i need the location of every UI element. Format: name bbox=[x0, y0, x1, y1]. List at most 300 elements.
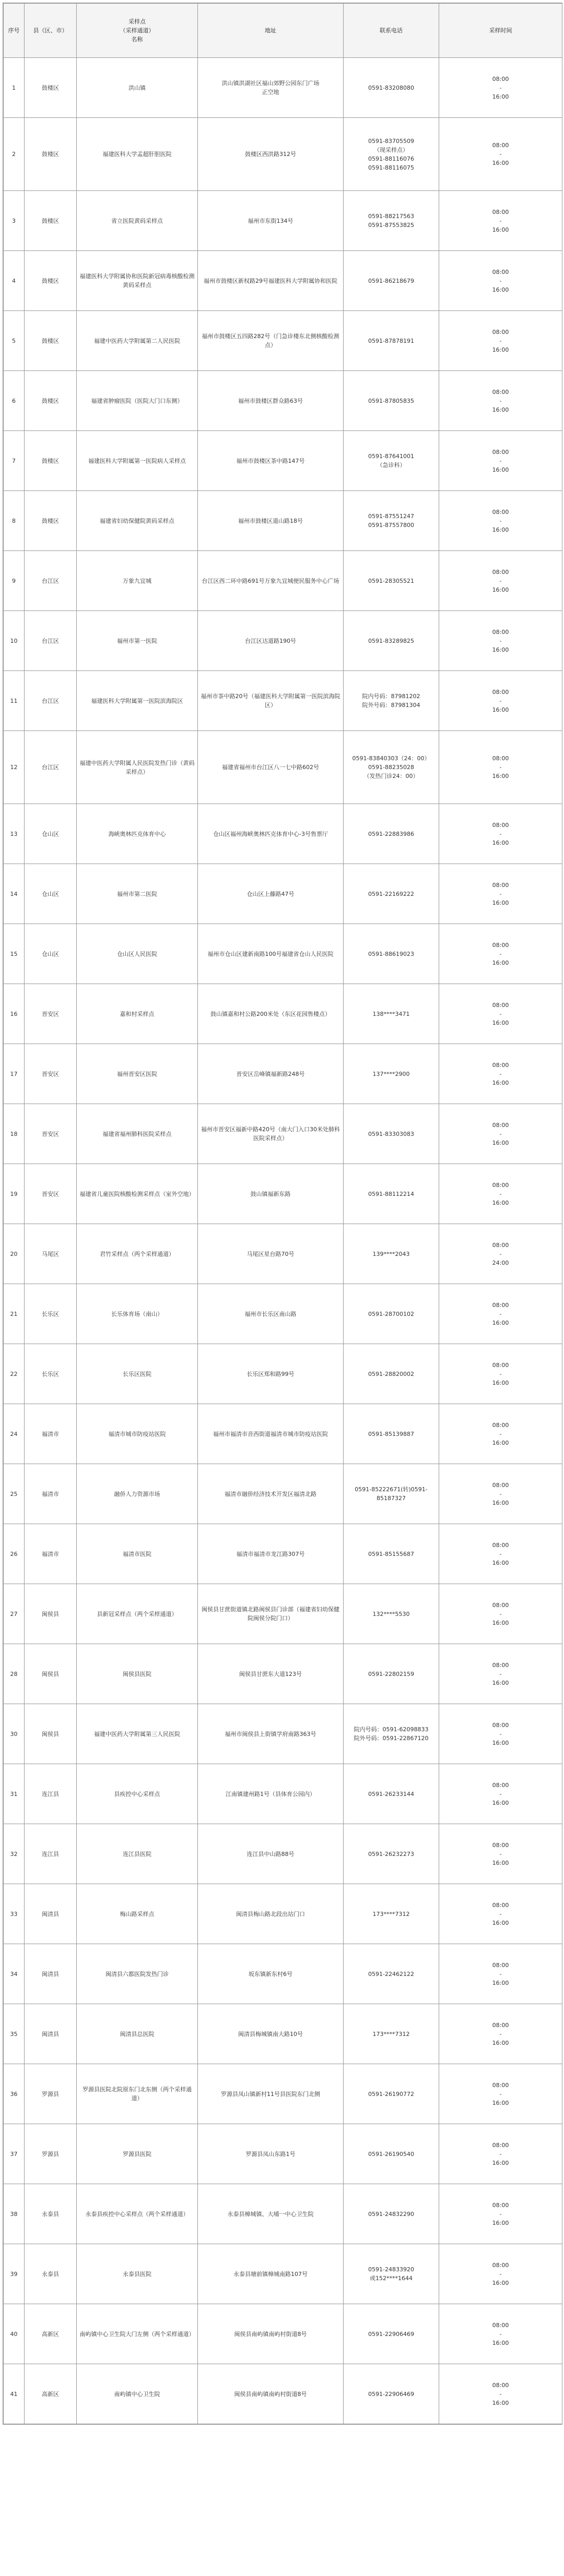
cell-phone bbox=[344, 1404, 439, 1464]
cell-district: 永泰县 bbox=[25, 2184, 77, 2244]
cell-hours-line: - bbox=[499, 1190, 502, 1197]
cell-hours bbox=[439, 2064, 562, 2124]
cell-district: 闽侯县 bbox=[25, 1704, 77, 1764]
cell-hours-line: 08:00 bbox=[492, 2201, 509, 2209]
cell-district: 仓山区 bbox=[25, 804, 77, 864]
cell-district: 仓山区 bbox=[25, 864, 77, 924]
cell-hours-line: 16:00 bbox=[492, 1799, 509, 1806]
cell-phone-line: 0591-24832290 bbox=[368, 2210, 414, 2218]
cell-site-line: 闽侯县医院 bbox=[123, 1670, 151, 1678]
cell-site bbox=[77, 1404, 198, 1464]
cell-hours bbox=[439, 1284, 562, 1344]
cell-hours bbox=[439, 1164, 562, 1224]
cell-no: 15 bbox=[4, 924, 25, 984]
cell-hours-line: 24:00 bbox=[492, 1259, 509, 1266]
cell-district: 罗源县 bbox=[25, 2064, 77, 2124]
cell-phone bbox=[344, 1164, 439, 1224]
cell-address bbox=[198, 2004, 344, 2064]
cell-hours-line: - bbox=[499, 2390, 502, 2398]
cell-phone bbox=[344, 191, 439, 251]
cell-site-line: 长乐区医院 bbox=[123, 1370, 151, 1377]
cell-site bbox=[77, 804, 198, 864]
cell-site bbox=[77, 1464, 198, 1524]
cell-hours-line: 08:00 bbox=[492, 568, 509, 576]
cell-address-line: 坂东镇新东村6号 bbox=[249, 1970, 292, 1978]
cell-no: 10 bbox=[4, 611, 25, 671]
cell-no: 39 bbox=[4, 2244, 25, 2304]
cell-phone bbox=[344, 1644, 439, 1704]
cell-phone bbox=[344, 1284, 439, 1344]
cell-hours bbox=[439, 551, 562, 611]
cell-address bbox=[198, 2184, 344, 2244]
cell-phone-line: 173****7312 bbox=[372, 1910, 410, 1918]
cell-hours bbox=[439, 118, 562, 191]
cell-address bbox=[198, 1824, 344, 1884]
cell-address bbox=[198, 731, 344, 804]
cell-hours-line: 08:00 bbox=[492, 1181, 509, 1189]
cell-hours-line: 16:00 bbox=[492, 899, 509, 906]
cell-site bbox=[77, 58, 198, 118]
cell-hours-line: 08:00 bbox=[492, 268, 509, 275]
cell-no: 14 bbox=[4, 864, 25, 924]
cell-district: 台江区 bbox=[25, 611, 77, 671]
cell-site bbox=[77, 671, 198, 731]
cell-phone-line: 0591-85222671(转)0591-85187327 bbox=[355, 1486, 428, 1502]
cell-address bbox=[198, 2304, 344, 2364]
cell-phone-line: 0591-22906469 bbox=[368, 2330, 414, 2338]
cell-phone-line: 0591-88217563 bbox=[368, 213, 414, 220]
cell-site bbox=[77, 1164, 198, 1224]
cell-hours-line: 08:00 bbox=[492, 1481, 509, 1489]
cell-site-line: 福建省肿瘤医院（医院大门口东侧） bbox=[91, 397, 183, 404]
cell-phone-line: 0591-22883986 bbox=[368, 830, 414, 837]
table-row bbox=[4, 1224, 562, 1284]
cell-site bbox=[77, 251, 198, 311]
cell-hours-line: 16:00 bbox=[492, 286, 509, 293]
cell-address bbox=[198, 1704, 344, 1764]
cell-hours-line: - bbox=[499, 84, 502, 91]
cell-hours bbox=[439, 671, 562, 731]
cell-site bbox=[77, 1104, 198, 1164]
cell-hours-line: 16:00 bbox=[492, 160, 509, 166]
header-site-line: 采样点 bbox=[128, 18, 146, 25]
cell-phone bbox=[344, 1584, 439, 1644]
cell-site-line: 省立医院黄码采样点 bbox=[111, 217, 163, 224]
cell-address bbox=[198, 1884, 344, 1944]
cell-address-line: 闽清县梅山路北段出站门口 bbox=[236, 1910, 305, 1918]
cell-phone bbox=[344, 58, 439, 118]
cell-phone bbox=[344, 1524, 439, 1584]
cell-site-line: 罗源县医院北院原东门北东侧（两个采样通道） bbox=[83, 2086, 192, 2102]
cell-address bbox=[198, 864, 344, 924]
cell-site-line: 闽清县六都医院发热门诊 bbox=[105, 1970, 169, 1978]
cell-no: 28 bbox=[4, 1644, 25, 1704]
cell-district: 晋安区 bbox=[25, 1164, 77, 1224]
cell-hours-line: - bbox=[499, 397, 502, 404]
cell-phone-line: （现采样点） bbox=[374, 146, 408, 153]
cell-no: 9 bbox=[4, 551, 25, 611]
cell-address-line: 福州市鼓楼区群众路63号 bbox=[238, 397, 303, 404]
cell-district: 晋安区 bbox=[25, 1044, 77, 1104]
cell-address-line: 福州市鼓楼区新权路29号福建医科大学附属协和医院 bbox=[204, 277, 337, 284]
cell-district: 马尾区 bbox=[25, 1224, 77, 1284]
table-row bbox=[4, 671, 562, 731]
cell-hours bbox=[439, 1044, 562, 1104]
cell-no: 32 bbox=[4, 1824, 25, 1884]
cell-hours-line: - bbox=[499, 1850, 502, 1858]
cell-hours bbox=[439, 1584, 562, 1644]
cell-district: 晋安区 bbox=[25, 1104, 77, 1164]
cell-hours-line: 16:00 bbox=[492, 406, 509, 413]
cell-hours-line: - bbox=[499, 1730, 502, 1738]
cell-site bbox=[77, 2124, 198, 2184]
cell-site bbox=[77, 1884, 198, 1944]
cell-hours-line: - bbox=[499, 1010, 502, 1017]
cell-no: 40 bbox=[4, 2304, 25, 2364]
cell-district: 福清市 bbox=[25, 1524, 77, 1584]
cell-phone bbox=[344, 371, 439, 431]
cell-district: 闽侯县 bbox=[25, 1584, 77, 1644]
cell-no: 3 bbox=[4, 191, 25, 251]
cell-site-line: 福州晋安区医院 bbox=[117, 1070, 157, 1077]
table-row bbox=[4, 491, 562, 551]
cell-site-line: 嘉和村采样点 bbox=[120, 1010, 155, 1017]
cell-phone-line: 0591-22906469 bbox=[368, 2390, 414, 2398]
cell-hours-line: 16:00 bbox=[492, 1559, 509, 1566]
table-row bbox=[4, 551, 562, 611]
table-row bbox=[4, 1044, 562, 1104]
cell-hours bbox=[439, 864, 562, 924]
cell-hours-line: 08:00 bbox=[492, 1841, 509, 1849]
cell-phone bbox=[344, 551, 439, 611]
cell-no: 19 bbox=[4, 1164, 25, 1224]
cell-site-line: 福建中医药大学附属第二人民医院 bbox=[94, 337, 180, 344]
cell-hours-line: 16:00 bbox=[492, 2039, 509, 2046]
cell-no: 20 bbox=[4, 1224, 25, 1284]
header-site-line: 名称 bbox=[131, 36, 143, 43]
cell-hours-line: 16:00 bbox=[492, 586, 509, 593]
cell-phone-line: 0591-83303083 bbox=[368, 1130, 414, 1137]
cell-no: 25 bbox=[4, 1464, 25, 1524]
cell-phone-line: 院内号码：0591-62098833 bbox=[354, 1726, 429, 1733]
cell-phone-line: 0591-87805835 bbox=[368, 397, 414, 404]
cell-hours bbox=[439, 2244, 562, 2304]
cell-hours bbox=[439, 2304, 562, 2364]
cell-phone bbox=[344, 731, 439, 804]
cell-phone-line: 0591-26190772 bbox=[368, 2090, 414, 2098]
cell-address-line: 福州市鼓楼区茶中路147号 bbox=[236, 457, 305, 464]
cell-address bbox=[198, 1584, 344, 1644]
cell-district: 鼓楼区 bbox=[25, 191, 77, 251]
cell-hours bbox=[439, 2004, 562, 2064]
cell-address-line: 鼓山镇福新东路 bbox=[250, 1190, 291, 1197]
table-header bbox=[4, 4, 562, 58]
cell-hours-line: - bbox=[499, 277, 502, 284]
cell-hours-line: 08:00 bbox=[492, 688, 509, 696]
cell-no: 41 bbox=[4, 2364, 25, 2424]
table-row bbox=[4, 1824, 562, 1884]
cell-site-line: 福建医科大学附属第一医院病人采样点 bbox=[88, 457, 186, 464]
cell-no: 8 bbox=[4, 491, 25, 551]
cell-no: 22 bbox=[4, 1344, 25, 1404]
cell-phone bbox=[344, 1704, 439, 1764]
cell-hours-line: - bbox=[499, 2090, 502, 2098]
cell-hours-line: 16:00 bbox=[492, 466, 509, 473]
cell-hours bbox=[439, 491, 562, 551]
cell-hours-line: - bbox=[499, 1070, 502, 1077]
cell-phone-line: 0591-88116075 bbox=[368, 164, 414, 171]
cell-hours-line: 16:00 bbox=[492, 346, 509, 353]
cell-hours bbox=[439, 984, 562, 1044]
cell-site bbox=[77, 311, 198, 371]
cell-site bbox=[77, 118, 198, 191]
cell-phone-line: 0591-87878191 bbox=[368, 337, 414, 344]
cell-district: 晋安区 bbox=[25, 984, 77, 1044]
cell-no: 4 bbox=[4, 251, 25, 311]
cell-hours bbox=[439, 1944, 562, 2004]
cell-phone-line: 0591-26232273 bbox=[368, 1850, 414, 1858]
table-row bbox=[4, 2244, 562, 2304]
cell-hours-line: 16:00 bbox=[492, 706, 509, 713]
cell-hours-line: - bbox=[499, 1610, 502, 1618]
cell-district: 鼓楼区 bbox=[25, 491, 77, 551]
sampling-sites-table-sheet bbox=[3, 3, 562, 2425]
cell-site bbox=[77, 1524, 198, 1584]
cell-address bbox=[198, 251, 344, 311]
cell-site bbox=[77, 1944, 198, 2004]
cell-site-line: 福州市第一医院 bbox=[117, 637, 157, 644]
table-row bbox=[4, 984, 562, 1044]
cell-hours-line: 08:00 bbox=[492, 75, 509, 82]
cell-no: 30 bbox=[4, 1704, 25, 1764]
cell-address-line: 闽侯县南屿镇南屿村街道8号 bbox=[234, 2390, 307, 2398]
cell-phone-line: 院外号码：87981304 bbox=[362, 702, 420, 709]
cell-no: 18 bbox=[4, 1104, 25, 1164]
cell-hours-line: 08:00 bbox=[492, 2141, 509, 2149]
cell-hours-line: - bbox=[499, 1430, 502, 1437]
table-row bbox=[4, 1524, 562, 1584]
cell-hours-line: 16:00 bbox=[492, 2219, 509, 2226]
cell-phone bbox=[344, 2124, 439, 2184]
cell-no: 16 bbox=[4, 984, 25, 1044]
cell-address bbox=[198, 2364, 344, 2424]
cell-site-line: 福建省福州肺科医院采样点 bbox=[102, 1130, 172, 1137]
cell-phone bbox=[344, 1344, 439, 1404]
cell-site-line: 县新冠采样点（两个采样通道） bbox=[97, 1610, 178, 1618]
cell-address bbox=[198, 491, 344, 551]
header-hours: 采样时间 bbox=[439, 4, 562, 58]
cell-district: 高新区 bbox=[25, 2364, 77, 2424]
cell-hours-line: - bbox=[499, 1970, 502, 1978]
cell-phone bbox=[344, 1044, 439, 1104]
cell-phone-line: 院内号码：87981202 bbox=[362, 693, 420, 700]
cell-phone bbox=[344, 311, 439, 371]
cell-phone-line: 0591-83840303（24：00）0591-88235028 bbox=[352, 755, 430, 771]
cell-district: 长乐区 bbox=[25, 1284, 77, 1344]
cell-site bbox=[77, 551, 198, 611]
table-row bbox=[4, 864, 562, 924]
cell-phone-line: 173****7312 bbox=[372, 2030, 410, 2038]
table-row bbox=[4, 1644, 562, 1704]
cell-no: 2 bbox=[4, 118, 25, 191]
cell-hours-line: - bbox=[499, 830, 502, 837]
cell-site bbox=[77, 1644, 198, 1704]
cell-address bbox=[198, 1764, 344, 1824]
header-site-line: （采样通道） bbox=[120, 27, 155, 34]
table-row bbox=[4, 731, 562, 804]
table-row bbox=[4, 1464, 562, 1524]
cell-phone bbox=[344, 611, 439, 671]
cell-site bbox=[77, 1704, 198, 1764]
cell-hours bbox=[439, 58, 562, 118]
cell-hours-line: 08:00 bbox=[492, 2261, 509, 2269]
cell-phone-line: 0591-22802159 bbox=[368, 1670, 414, 1678]
table-row bbox=[4, 1764, 562, 1824]
cell-hours-line: 16:00 bbox=[492, 2399, 509, 2406]
cell-hours-line: - bbox=[499, 2150, 502, 2158]
table-row bbox=[4, 431, 562, 491]
cell-phone-line: 0591-26190540 bbox=[368, 2150, 414, 2158]
cell-hours bbox=[439, 1464, 562, 1524]
cell-address bbox=[198, 1404, 344, 1464]
cell-no: 35 bbox=[4, 2004, 25, 2064]
cell-address bbox=[198, 2244, 344, 2304]
cell-address-line: 连江县中山路88号 bbox=[246, 1850, 295, 1858]
cell-hours-line: 16:00 bbox=[492, 2099, 509, 2106]
cell-site bbox=[77, 984, 198, 1044]
cell-district: 永泰县 bbox=[25, 2244, 77, 2304]
cell-district: 鼓楼区 bbox=[25, 371, 77, 431]
cell-address-line: 永泰县塘前镇樟城南路107号 bbox=[233, 2270, 308, 2278]
cell-phone-line: 0591-85139887 bbox=[368, 1430, 414, 1437]
cell-address-line: 福州市福清市音西街道福清市城市防疫站医院 bbox=[213, 1430, 328, 1437]
cell-phone bbox=[344, 1764, 439, 1824]
cell-hours bbox=[439, 1644, 562, 1704]
header-phone: 联系电话 bbox=[344, 4, 439, 58]
cell-phone-line: 0591-88116076 bbox=[368, 155, 414, 162]
table-row bbox=[4, 1404, 562, 1464]
table-row bbox=[4, 2184, 562, 2244]
cell-hours bbox=[439, 924, 562, 984]
cell-site bbox=[77, 2184, 198, 2244]
cell-hours-line: 08:00 bbox=[492, 2321, 509, 2329]
cell-phone-line: （急诊科） bbox=[377, 462, 406, 469]
cell-phone-line: 0591-85155687 bbox=[368, 1550, 414, 1557]
table-row bbox=[4, 1704, 562, 1764]
cell-address-line: 福州市鼓楼区道山路18号 bbox=[238, 517, 303, 524]
cell-hours-line: - bbox=[499, 2210, 502, 2218]
cell-hours-line: - bbox=[499, 1790, 502, 1798]
cell-no: 5 bbox=[4, 311, 25, 371]
cell-no: 7 bbox=[4, 431, 25, 491]
cell-hours-line: 08:00 bbox=[492, 2381, 509, 2389]
cell-hours bbox=[439, 1824, 562, 1884]
cell-district: 连江县 bbox=[25, 1824, 77, 1884]
cell-address bbox=[198, 984, 344, 1044]
table-row bbox=[4, 118, 562, 191]
cell-hours-line: 08:00 bbox=[492, 1721, 509, 1729]
cell-phone bbox=[344, 2304, 439, 2364]
cell-site bbox=[77, 491, 198, 551]
cell-phone-line: 0591-87641001 bbox=[368, 453, 414, 460]
cell-address-line: 闽侯县甘蔗东大道123号 bbox=[239, 1670, 302, 1678]
cell-hours bbox=[439, 251, 562, 311]
cell-phone-line: 院外号码：0591-22867120 bbox=[354, 1735, 429, 1742]
cell-address bbox=[198, 1344, 344, 1404]
cell-no: 27 bbox=[4, 1584, 25, 1644]
cell-site-line: 福建中医药大学附属第三人民医院 bbox=[94, 1730, 180, 1738]
cell-address-line: 福州市仓山区建新南路100号福建省仓山人民医院 bbox=[207, 950, 334, 957]
cell-address bbox=[198, 611, 344, 671]
cell-address-line: 福州市长乐区南山路 bbox=[244, 1310, 297, 1317]
cell-site-line: 永泰县医院 bbox=[123, 2270, 151, 2278]
cell-address-line: 福建省福州市台江区八一七中路602号 bbox=[222, 764, 319, 771]
cell-phone-line: 0591-86218679 bbox=[368, 277, 414, 284]
cell-hours-line: 08:00 bbox=[492, 821, 509, 829]
cell-no: 13 bbox=[4, 804, 25, 864]
table-row bbox=[4, 1164, 562, 1224]
cell-hours-line: 16:00 bbox=[492, 1979, 509, 1986]
cell-site-line: 福清市城市防疫站医院 bbox=[108, 1430, 166, 1437]
cell-hours-line: - bbox=[499, 337, 502, 344]
cell-hours-line: 16:00 bbox=[492, 1139, 509, 1146]
cell-no: 11 bbox=[4, 671, 25, 731]
cell-hours bbox=[439, 1344, 562, 1404]
cell-address bbox=[198, 431, 344, 491]
cell-hours-line: 16:00 bbox=[492, 1199, 509, 1206]
cell-address-line: 福州市晋安区福新中路420号（南大门入口30米处肺科医院采样点） bbox=[201, 1126, 340, 1142]
cell-address-line: 鼓山镇嘉和村公路200米处（东区花园售楼点） bbox=[210, 1010, 331, 1017]
cell-hours-line: 08:00 bbox=[492, 1901, 509, 1909]
cell-hours bbox=[439, 311, 562, 371]
cell-site-line: 罗源县医院 bbox=[123, 2150, 151, 2158]
cell-phone bbox=[344, 118, 439, 191]
table-row bbox=[4, 2124, 562, 2184]
cell-district: 鼓楼区 bbox=[25, 58, 77, 118]
cell-district: 台江区 bbox=[25, 551, 77, 611]
cell-site bbox=[77, 611, 198, 671]
cell-phone-line: （发热门诊24：00） bbox=[363, 773, 419, 780]
cell-address-line: 闽清县梅城镇南大路10号 bbox=[238, 2030, 303, 2038]
cell-address-line: 长乐区郑和路99号 bbox=[246, 1370, 295, 1377]
cell-district: 福清市 bbox=[25, 1464, 77, 1524]
cell-site-line: 洪山镇 bbox=[128, 84, 146, 91]
cell-address-line: 正空地 bbox=[262, 89, 279, 95]
cell-site bbox=[77, 191, 198, 251]
cell-no: 21 bbox=[4, 1284, 25, 1344]
cell-hours-line: 16:00 bbox=[492, 1919, 509, 1926]
cell-site bbox=[77, 1044, 198, 1104]
cell-hours-line: - bbox=[499, 1310, 502, 1317]
cell-hours-line: 08:00 bbox=[492, 1601, 509, 1609]
cell-no: 26 bbox=[4, 1524, 25, 1584]
cell-hours-line: 08:00 bbox=[492, 1421, 509, 1429]
cell-phone-line: 0591-28700102 bbox=[368, 1310, 414, 1317]
cell-address-line: 晋安区岳峰镇福新路248号 bbox=[236, 1070, 305, 1077]
cell-phone-line: 0591-87551247 bbox=[368, 513, 414, 520]
cell-site bbox=[77, 2364, 198, 2424]
cell-hours bbox=[439, 1704, 562, 1764]
cell-address bbox=[198, 551, 344, 611]
cell-address-line: 闽侯县甘蔗街道镇北路闽侯县门诊部（福建省妇幼保健院闽侯分院门口） bbox=[202, 1606, 339, 1622]
cell-address bbox=[198, 1164, 344, 1224]
cell-hours-line: 16:00 bbox=[492, 1499, 509, 1506]
cell-no: 31 bbox=[4, 1764, 25, 1824]
cell-hours bbox=[439, 1884, 562, 1944]
cell-hours-line: 08:00 bbox=[492, 508, 509, 516]
cell-site bbox=[77, 2244, 198, 2304]
cell-hours-line: 16:00 bbox=[492, 1079, 509, 1086]
